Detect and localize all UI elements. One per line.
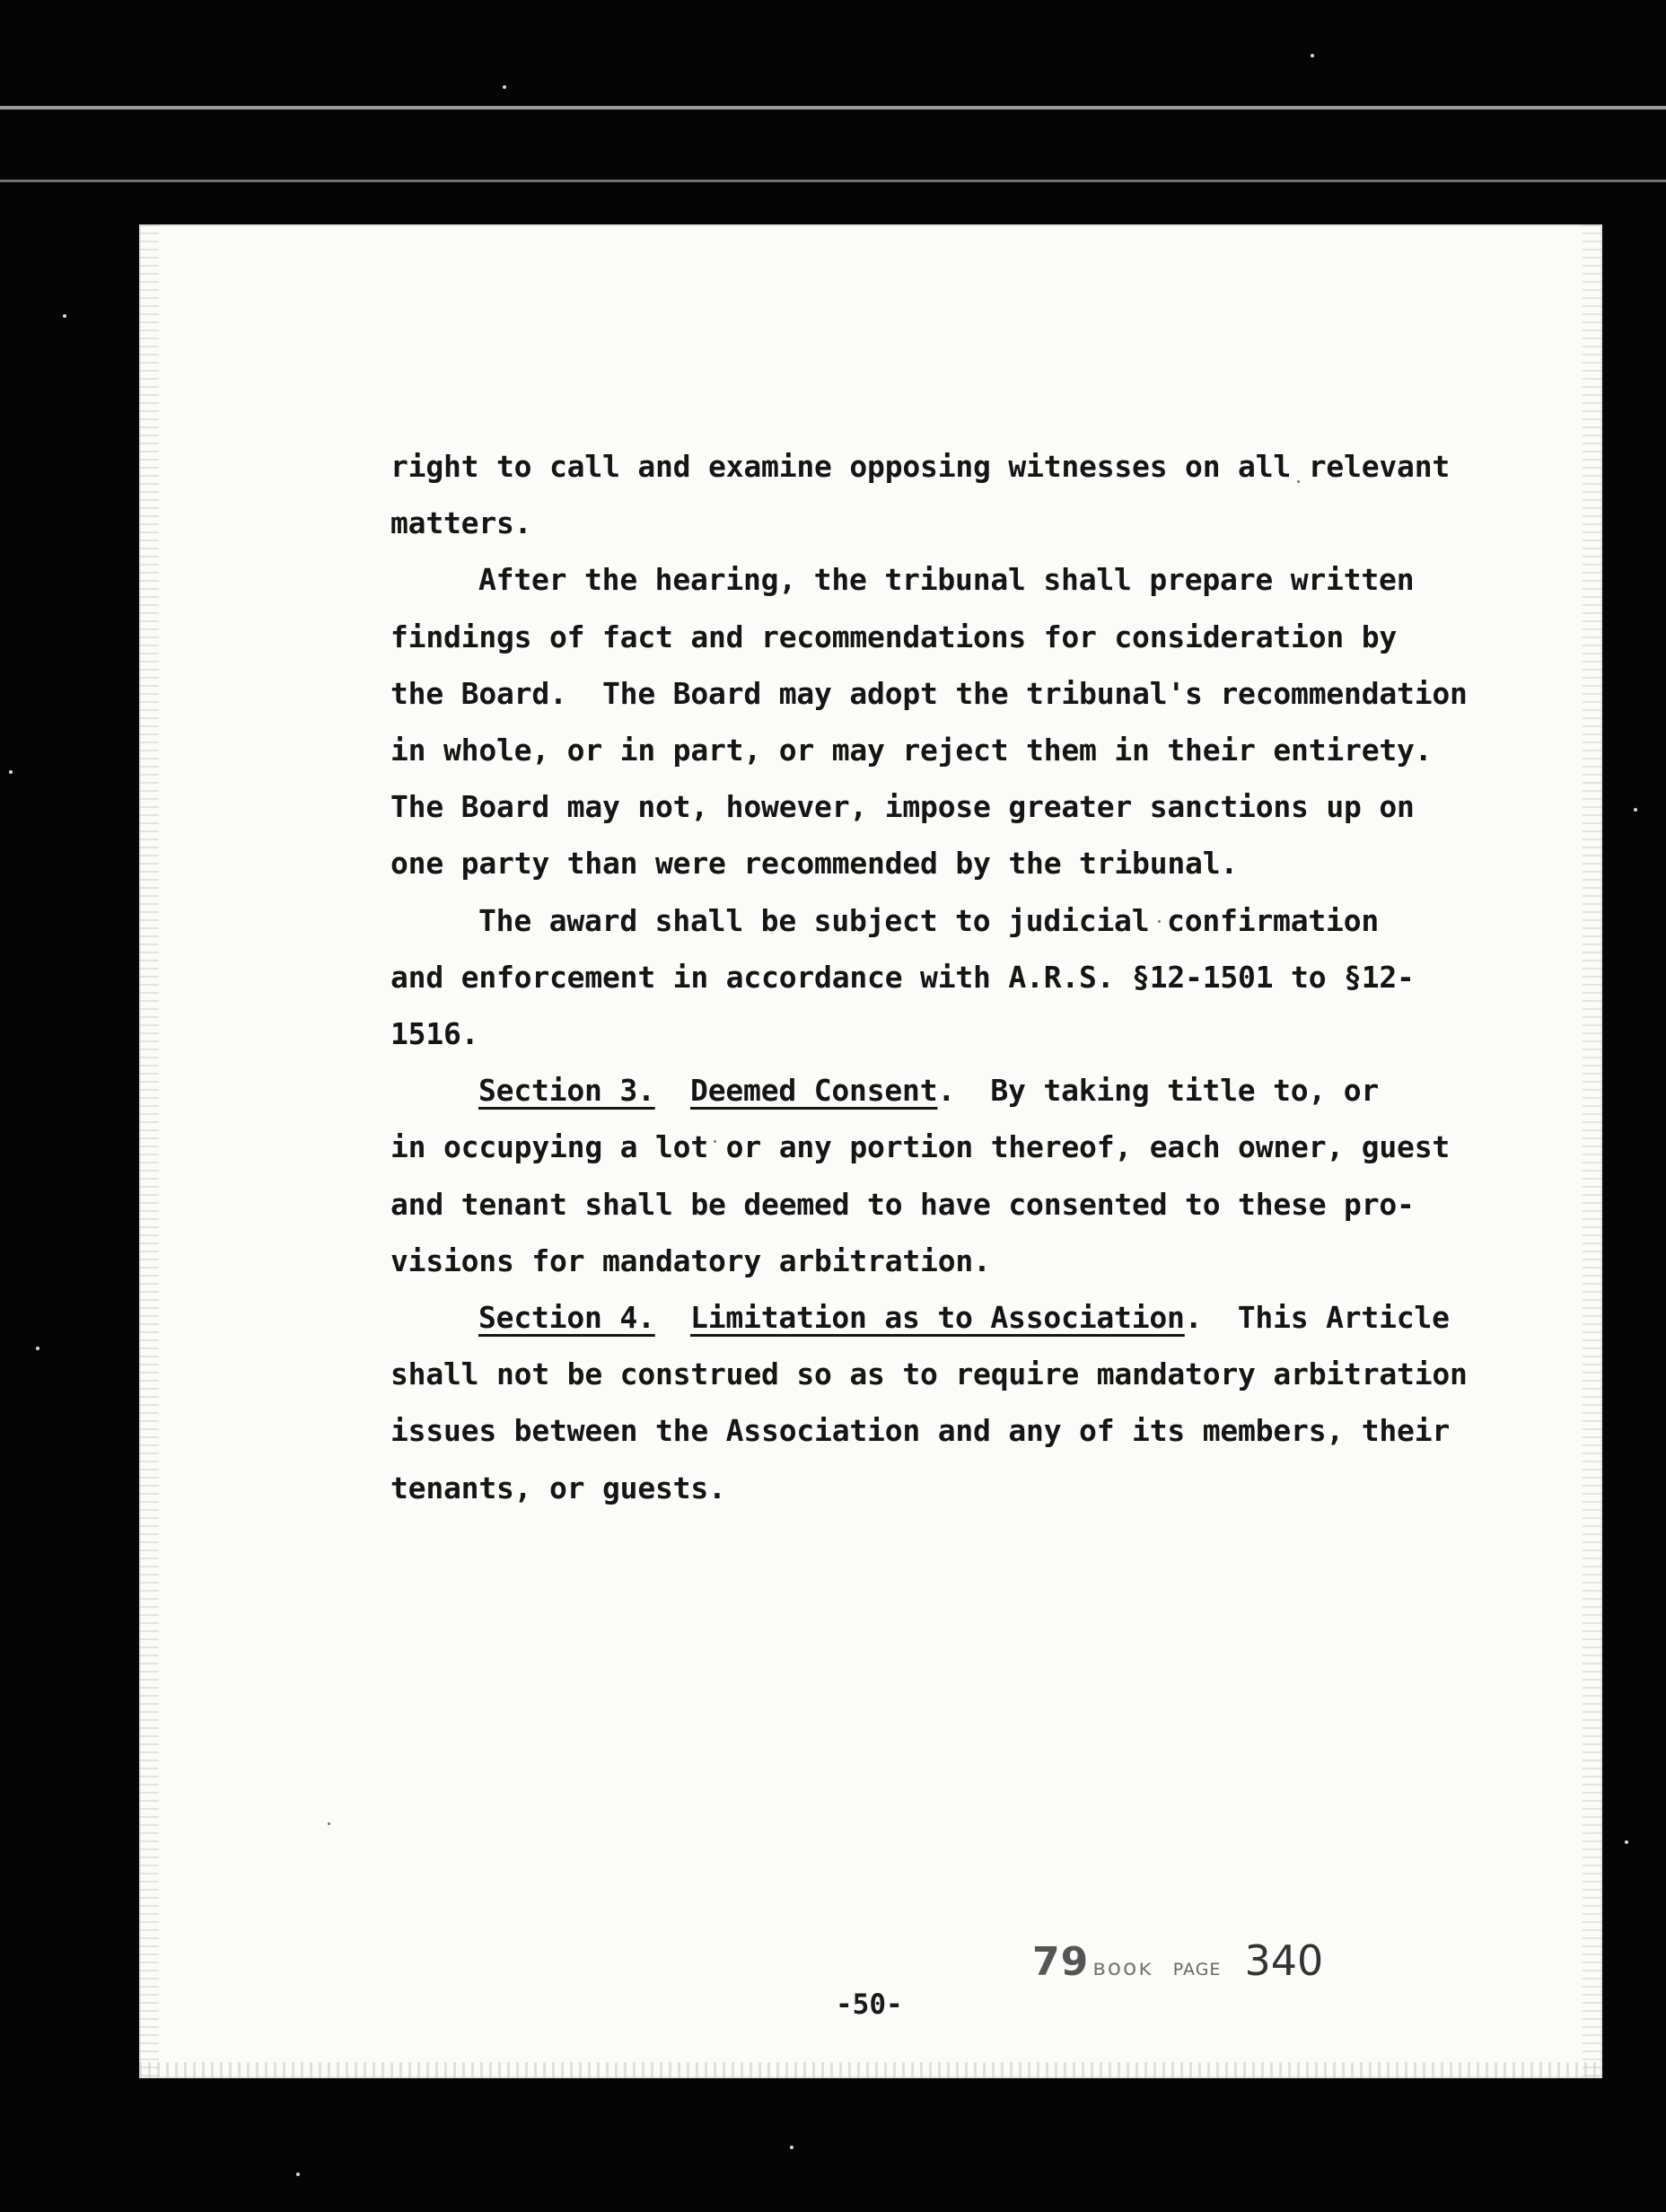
line-text: The Board may not, however, impose greater sanctions up on	[390, 789, 1415, 825]
text-line	[390, 609, 1539, 665]
text-line	[390, 1176, 1539, 1233]
line-text: After the hearing, the tribunal shall prepare written	[478, 562, 1415, 598]
scan-speck	[1625, 1840, 1628, 1844]
page-number: -50-	[836, 1988, 903, 2021]
line-text: right to call and examine opposing witnesses on all relevant	[390, 449, 1451, 484]
line-text: and enforcement in accordance with A.R.S. §12-1501 to §12-	[390, 959, 1415, 995]
line-text: matters.	[390, 505, 532, 541]
page-edge-left	[139, 224, 159, 2078]
line-text: in occupying a lot or any portion thereof, each owner, guest	[390, 1129, 1451, 1165]
book-page-stamp	[1032, 1936, 1323, 1985]
line-text: findings of fact and recommendations for consideration by	[390, 619, 1398, 654]
text-line	[390, 722, 1539, 778]
text-line	[390, 1402, 1539, 1459]
underlined-heading-text: Limitation as to Association	[690, 1300, 1185, 1336]
line-text: the Board. The Board may adopt the tribunal's recommendation	[390, 675, 1468, 711]
scan-speck	[503, 85, 506, 89]
underlined-heading-text: Deemed Consent	[690, 1073, 938, 1109]
underlined-heading-text: Section 3.	[478, 1073, 655, 1109]
line-text: and tenant shall be deemed to have consented to these pro-	[390, 1186, 1415, 1222]
line-text: 1516.	[390, 1016, 479, 1052]
line-text: . By taking title to, or	[937, 1073, 1380, 1109]
scan-speck	[36, 1347, 39, 1350]
scan-edge-upper	[0, 180, 1666, 182]
text-line	[390, 778, 1539, 835]
text-line	[390, 1119, 1539, 1175]
underlined-heading-text: Section 4.	[478, 1300, 655, 1336]
line-text: . This Article	[1184, 1300, 1450, 1336]
text-line	[390, 892, 1539, 949]
line-text: tenants, or guests.	[390, 1470, 726, 1505]
text-line	[390, 1233, 1539, 1289]
scan-speck	[296, 2172, 300, 2176]
line-text: shall not be construed so as to require mandatory arbitration	[390, 1356, 1468, 1392]
book-label: ʙᴏᴏᴋ	[1092, 1954, 1153, 1980]
text-line	[390, 438, 1539, 495]
scan-speck	[1634, 808, 1637, 812]
scan-speck	[9, 770, 13, 774]
scan-speck	[1311, 54, 1314, 57]
text-line	[390, 949, 1539, 1005]
document-body	[390, 438, 1539, 1516]
text-line	[390, 835, 1539, 891]
text-line	[390, 1289, 1539, 1346]
text-line	[390, 665, 1539, 722]
scan-speck	[790, 2146, 794, 2149]
page-edge-bottom	[139, 2062, 1602, 2078]
book-number: 79	[1032, 1939, 1090, 1985]
line-text: The award shall be subject to judicial confirmation	[478, 902, 1380, 938]
stamp-page-number: 340	[1244, 1936, 1324, 1985]
scan-speck	[63, 314, 66, 318]
line-text	[655, 1073, 690, 1108]
page-label: PAGE	[1172, 1960, 1222, 1979]
text-line	[390, 1460, 1539, 1516]
text-line	[390, 1346, 1539, 1402]
text-line	[390, 1005, 1539, 1062]
text-line	[390, 1062, 1539, 1119]
document-page	[139, 224, 1602, 2078]
text-line	[390, 495, 1539, 551]
line-text: in whole, or in part, or may reject them in their entirety.	[390, 733, 1433, 768]
line-text: visions for mandatory arbitration.	[390, 1242, 991, 1278]
line-text: one party than were recommended by the tribunal.	[390, 846, 1239, 882]
line-text: issues between the Association and any of its members, their	[390, 1413, 1451, 1449]
page-edge-right	[1583, 224, 1602, 2078]
line-text	[655, 1300, 690, 1335]
scan-speck	[328, 1822, 330, 1825]
scan-edge-top	[0, 106, 1666, 110]
text-line	[390, 551, 1539, 608]
